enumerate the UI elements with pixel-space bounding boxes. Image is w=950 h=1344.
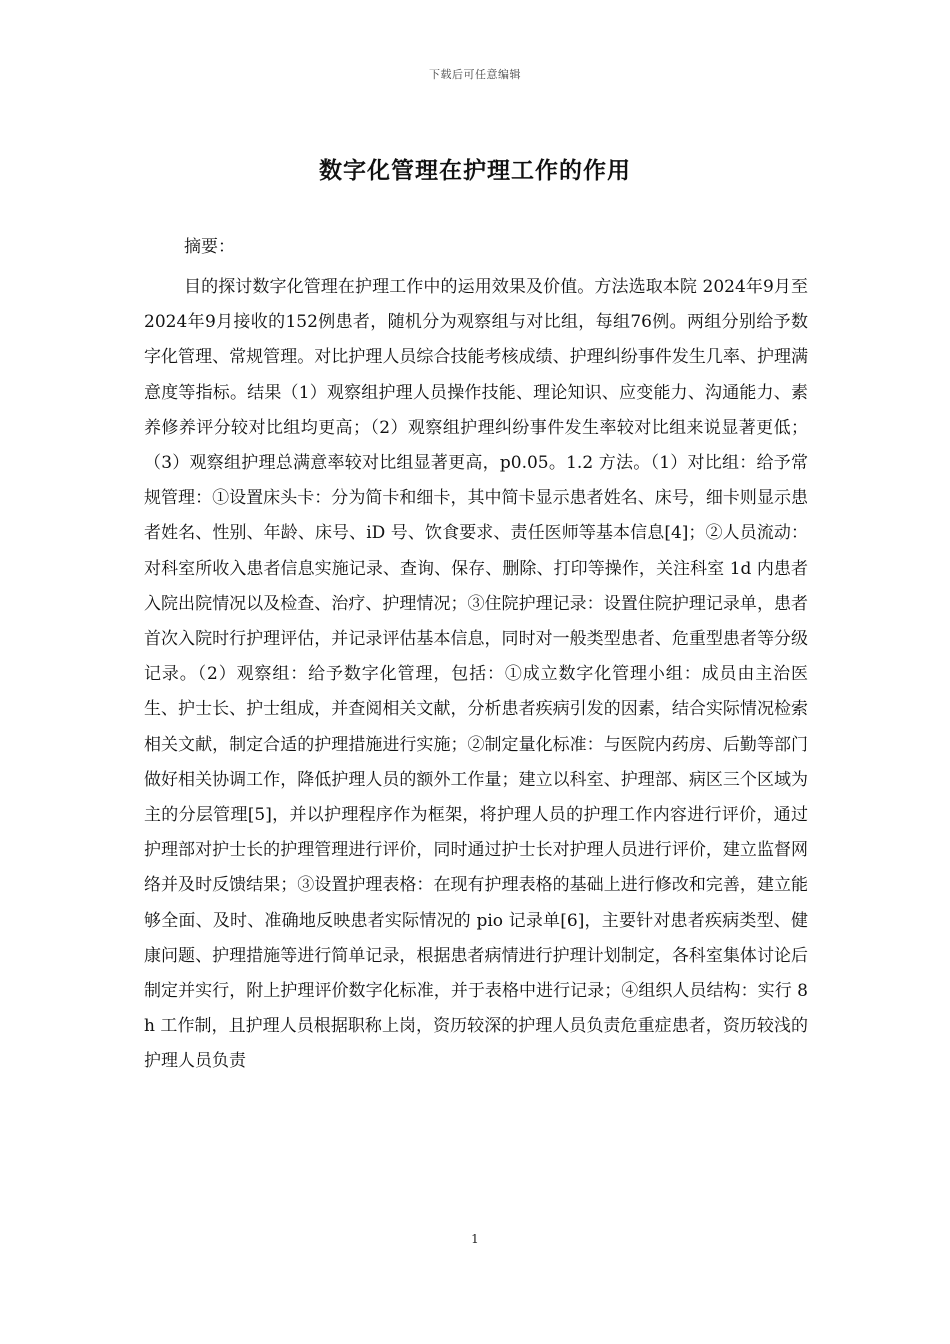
document-title: 数字化管理在护理工作的作用	[319, 157, 631, 184]
page-header: 下载后可任意编辑	[429, 68, 521, 81]
abstract-label: 摘要：	[184, 237, 235, 257]
abstract-body-text: 目的探讨数字化管理在护理工作中的运用效果及价值。方法选取本院 2024年9月至2024年9月接收的152例患者，随机分为观察组与对比组，每组76例。两组分别给予数字化管理、常规管理。对比护理人员综合技能考核成绩、护理纠纷事件发生几率、护理满意度等指标。结果（1）观察组护理人员操作技能、理论知识、应变能力、沟通能力、素养修养评分较对比组均更高；（2）观察组护理纠纷事件发生率较对比组来说显著更低；（3）观察组护理总满意率较对比组显著更高，p0.05。1.2 方法。（1）对比组：给予常规管理：①设置床头卡：分为简卡和细卡，其中简卡显示患者姓名、床号，细卡则显示患者姓名、性别、年龄、床号、iD 号、饮食要求、责任医师等基本信息[4]；②人员流动：对科室所收入患者信息实施记录、查询、保存、删除、打印等操作，关注科室 1d 内患者入院出院情况以及检查、治疗、护理情况；③住院护理记录：设置住院护理记录单，患者首次入院时行护理评估，并记录评估基本信息，同时对一般类型患者、危重型患者等分级记录。（2）观察组：给予数字化管理，包括：①成立数字化管理小组：成员由主治医生、护士长、护士组成，并查阅相关文献，分析患者疾病引发的因素，结合实际情况检索相关文献，制定合适的护理措施进行实施；②制定量化标准：与医院内药房、后勤等部门做好相关协调工作，降低护理人员的额外工作量；建立以科室、护理部、病区三个区域为主的分层管理[5]，并以护理程序作为框架，将护理人员的护理工作内容进行评价，通过护理部对护士长的护理管理进行评价，同时通过护士长对护理人员进行评价，建立监督网络并及时反馈结果；③设置护理表格：在现有护理表格的基础上进行修改和完善，建立能够全面、及时、准确地反映患者实际情况的 pio 记录单[6]，主要针对患者疾病类型、健康问题、护理措施等进行简单记录，根据患者病情进行护理计划制定，各科室集体讨论后制定并实行，附上护理评价数字化标准，并于表格中进行记录；④组织人员结构：实行 8h 工作制，且护理人员根据职称上岗，资历较深的护理人员负责危重症患者，资历较浅的护理人员负责	[144, 277, 808, 1072]
page-number: 1	[471, 1232, 479, 1246]
